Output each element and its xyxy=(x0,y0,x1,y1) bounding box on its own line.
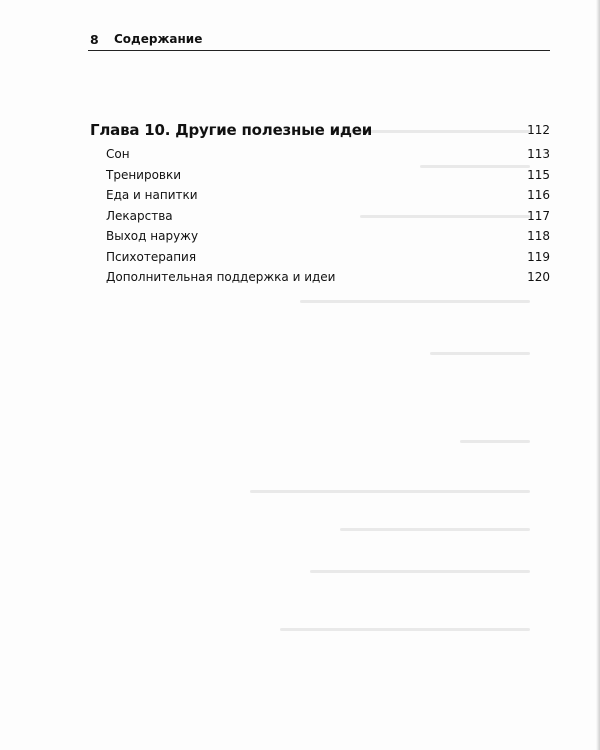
bleed-through-mark xyxy=(340,528,530,531)
toc-entry-page: 119 xyxy=(527,249,550,264)
toc-entry-title: Лекарства xyxy=(106,208,173,223)
toc-entry-title: Выход наружу xyxy=(106,229,199,243)
toc-entry[interactable] xyxy=(106,227,550,248)
bleed-through-mark xyxy=(430,352,530,355)
toc-entry-title: Дополнительная поддержка и идеи xyxy=(106,270,336,284)
page-number: 8 xyxy=(90,32,99,47)
page-edge-shadow xyxy=(596,0,600,750)
bleed-through-mark xyxy=(460,440,530,443)
toc-entry-page: 120 xyxy=(527,270,550,284)
chapter-page-number: 112 xyxy=(527,123,550,137)
toc-entry-title: Сон xyxy=(106,147,130,161)
toc-entry-page: 116 xyxy=(527,188,550,202)
toc-entry-page: 118 xyxy=(527,229,550,243)
toc-entry[interactable] xyxy=(106,186,550,207)
toc-entry-page: 113 xyxy=(527,147,550,161)
toc-entry[interactable] xyxy=(106,248,550,269)
bleed-through-mark xyxy=(310,570,530,573)
bleed-through-mark xyxy=(300,300,530,303)
bleed-through-mark xyxy=(280,628,530,631)
toc-entry-page: 117 xyxy=(527,208,550,223)
toc-entries xyxy=(106,145,550,289)
toc-entry-title: Психотерапия xyxy=(106,249,197,264)
toc-entry-title: Тренировки xyxy=(106,167,182,182)
chapter-heading xyxy=(90,121,550,141)
running-header xyxy=(88,30,550,51)
bleed-through-mark xyxy=(250,490,530,493)
toc-entry-title: Еда и напитки xyxy=(106,188,198,202)
chapter-title: Глава 10. Другие полезные идеи xyxy=(90,121,373,139)
toc-entry[interactable] xyxy=(106,207,550,228)
toc-entry[interactable] xyxy=(106,145,550,166)
toc-entry-page: 115 xyxy=(527,167,550,182)
toc-entry[interactable] xyxy=(106,166,550,187)
running-title: Содержание xyxy=(114,32,203,46)
toc-entry[interactable] xyxy=(106,268,550,289)
